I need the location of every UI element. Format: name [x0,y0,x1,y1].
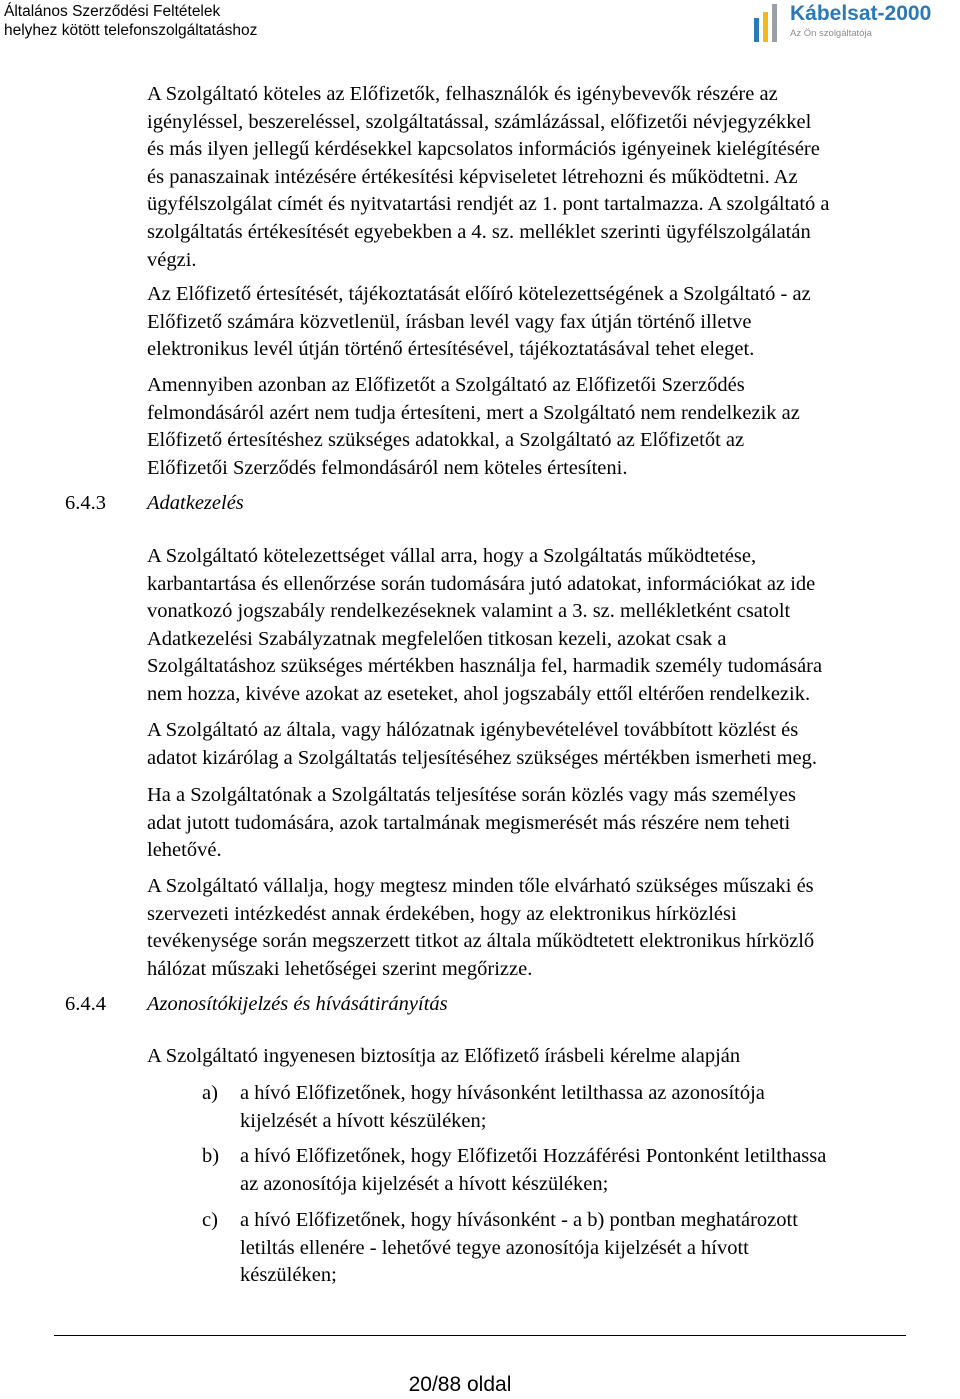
text-line: Az Előfizető értesítését, tájékoztatását előíró kötelezettségének a Szolgáltató - az [147,283,811,305]
kabelsat-logo-icon [752,2,782,42]
text-line: végzi. [147,248,197,271]
paragraph-communication-access [147,717,947,772]
text-line: adatot kizárólag a Szolgáltatás teljesítéséhez szükséges mértékben ismerheti meg. [147,746,817,769]
company-logo [752,2,952,42]
list-item-text [240,1207,798,1290]
text-line: igényléssel, beszereléssel, szolgáltatással, számlázással, előfizetői névjegyzékkel [147,110,812,133]
section-title-adatkezeles: Adatkezelés [147,492,244,514]
text-line: és más ilyen jellegű kérdésekkel kapcsolatos információs igényeinek kielégítésére [147,138,820,161]
text-line: A Szolgáltató kötelezettséget vállal arra, hogy a Szolgáltatás működtetése, [147,545,757,567]
text-line: elektronikus levél útján történő értesítésével, tájékoztatásával tehet eleget. [147,338,755,361]
list-marker: a) [202,1082,218,1104]
text-line: lehetővé. [147,839,222,862]
text-line: A Szolgáltató köteles az Előfizetők, felhasználók és igénybevevők részére az [147,83,778,105]
list-marker: c) [202,1209,218,1231]
section-number-6-4-4: 6.4.4 [65,993,106,1015]
text-line: a hívó Előfizetőnek, hogy hívásonként - a b) pontban meghatározott [240,1209,798,1231]
text-line: szolgáltatás értékesítését egyebekben a 4. sz. melléklet szerinti ügyfélszolgálatán [147,220,811,243]
document-header [4,2,257,40]
text-line: A Szolgáltató vállalja, hogy megtesz minden tőle elvárható szükséges műszaki és [147,875,814,897]
text-line: adat jutott tudomására, azok tartalmának megismerését más részére nem teheti [147,811,791,834]
text-line: hálózat műszaki lehetőségei szerint megőrizze. [147,957,533,980]
text-line: és panaszainak intézésére értékesítési képviseletet létrehozni és működtetni. Az [147,165,798,188]
section-title-caller-id: Azonosítókijelzés és hívásátirányítás [147,993,448,1015]
text-line: felmondásáról azért nem tudja értesíteni, mert a Szolgáltató nem rendelkezik az [147,401,800,424]
text-line: tevékenysége során megszerzett titkot az általa működtetett elektronikus hírközlő [147,930,815,953]
logo-tagline: Az Ön szolgáltatója [790,28,872,39]
list-item-text [240,1080,765,1135]
text-line: Ha a Szolgáltatónak a Szolgáltatás teljesítése során közlés vagy más személyes [147,784,796,806]
text-line: az azonosítója kijelzését a hívott készüléken; [240,1172,609,1195]
text-line: Előfizetői Szerződés felmondásáról nem köteles értesíteni. [147,456,628,479]
text-line: Előfizető értesítéshez szükséges adatokkal, a Szolgáltató az Előfizetőt az [147,429,745,452]
logo-brand-name: Kábelsat-2000 [790,2,932,25]
text-line: a hívó Előfizetőnek, hogy hívásonként letilthassa az azonosítója [240,1082,765,1104]
footer-divider [54,1335,906,1336]
text-line: készüléken; [240,1264,337,1287]
paragraph-personal-data [147,782,947,865]
text-line: kijelzését a hívott készüléken; [240,1109,487,1132]
text-line: Szolgáltatáshoz szükséges mértékben használja fel, harmadik személy tudomására [147,655,823,678]
text-line: a hívó Előfizetőnek, hogy Előfizetői Hozzáférési Pontonként letilthassa [240,1145,827,1167]
text-line: vonatkozó jogszabály rendelkezéseknek valamint a 3. sz. mellékletként csatolt [147,600,791,623]
header-title-line2: helyhez kötött telefonszolgáltatáshoz [4,22,258,39]
paragraph-caller-id-intro [147,1043,947,1071]
list-item-text [240,1143,826,1198]
page-number: 20/88 oldal [408,1373,512,1396]
text-line: karbantartása és ellenőrzése során tudomására jutó adatokat, információkat az ide [147,572,816,595]
text-line: nem hozza, kivéve azokat az eseteket, ahol jogszabály ettől eltérően rendelkezik. [147,682,811,705]
text-line: ügyfélszolgálat címét és nyitvatartási rendjét az 1. pont tartalmazza. A szolgáltató a [147,193,830,216]
text-line: A Szolgáltató ingyenesen biztosítja az Előfizető írásbeli kérelme alapján [147,1045,741,1067]
text-line: Amennyiben azonban az Előfizetőt a Szolgáltató az Előfizetői Szerződés [147,374,745,396]
paragraph-termination-notice [147,372,947,482]
paragraph-customer-service [147,81,947,274]
paragraph-data-handling [147,543,947,709]
paragraph-security-measures [147,873,947,983]
text-line: Előfizető számára közvetlenül, írásban levél vagy fax útján történő illetve [147,310,752,333]
header-title-line1: Általános Szerződési Feltételek [4,3,221,20]
list-marker: b) [202,1145,220,1167]
text-line: letiltás ellenére - lehetővé tegye azonosítója kijelzését a hívott [240,1236,749,1259]
text-line: szervezeti intézkedést annak érdekében, hogy az elektronikus hírközlési [147,902,737,925]
text-line: Adatkezelési Szabályzatnak megfelelően titkosan kezeli, azokat csak a [147,627,727,650]
paragraph-notification [147,281,947,364]
text-line: A Szolgáltató az általa, vagy hálózatnak igénybevételével továbbított közlést és [147,719,799,741]
section-number-6-4-3: 6.4.3 [65,492,106,514]
